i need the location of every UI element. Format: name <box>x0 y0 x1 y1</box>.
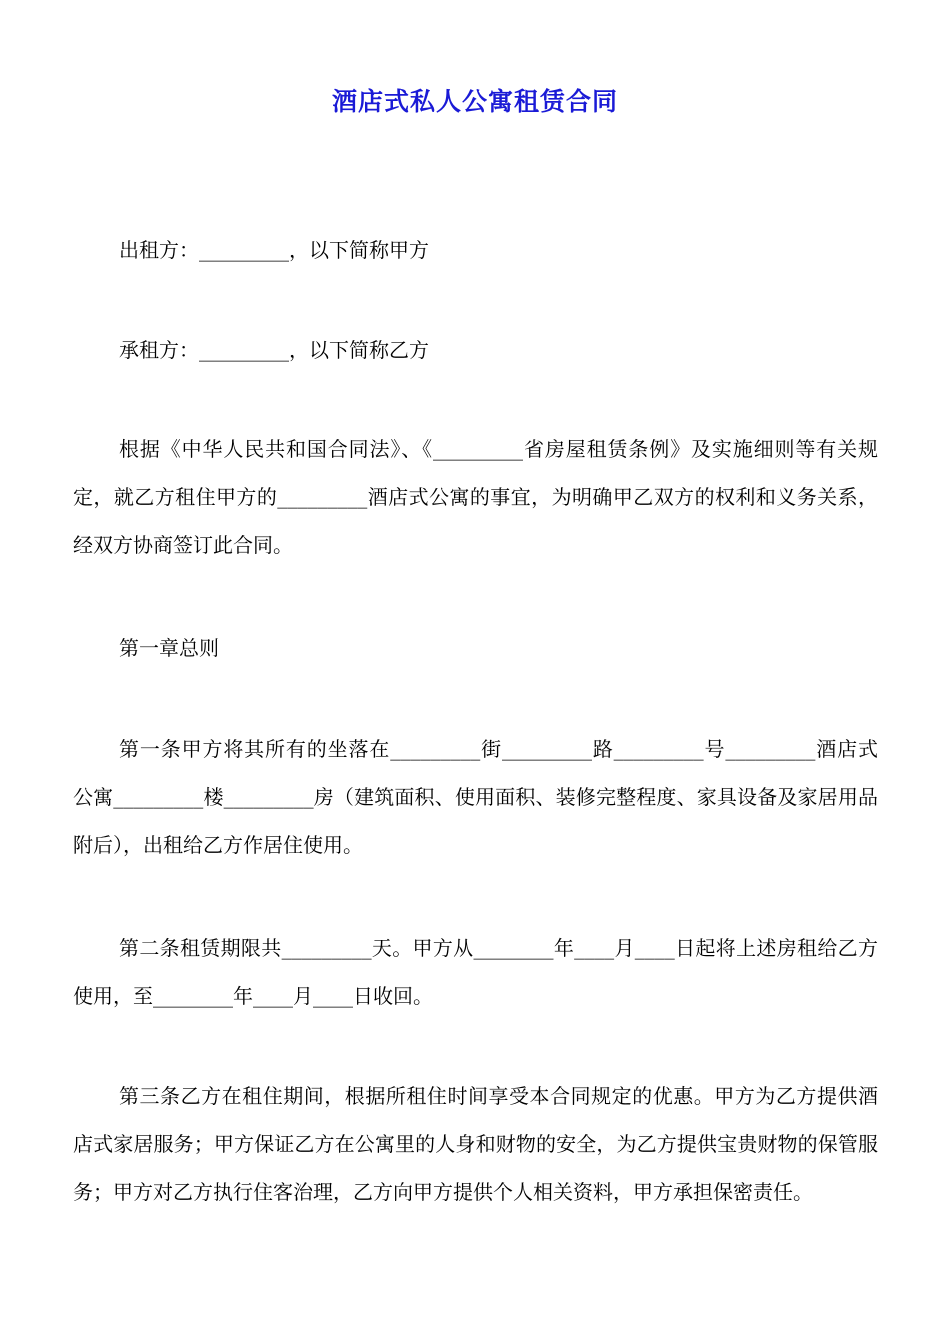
lessor-line: 出租方：_________，以下简称甲方 <box>119 238 429 262</box>
preamble-paragraph: 根据《中华人民共和国合同法》、《_________省房屋租赁条例》及实施细则等有关规定，就乙方租住甲方的_________酒店式公寓的事宜，为明确甲乙双方的权利和义务关系，经双方协商签订此合同。 <box>73 437 878 557</box>
article-2-paragraph: 第二条租赁期限共_________天。甲方从________年____月____日起将上述房租给乙方使用，至________年____月____日收回。 <box>73 936 878 1008</box>
lessee-line: 承租方：_________，以下简称乙方 <box>119 338 429 362</box>
document-title: 酒店式私人公寓租赁合同 <box>331 87 618 116</box>
article-3-paragraph: 第三条乙方在租住期间，根据所租住时间享受本合同规定的优惠。甲方为乙方提供酒店式家居服务；甲方保证乙方在公寓里的人身和财物的安全，为乙方提供宝贵财物的保管服务；甲方对乙方执行住客治理，乙方向甲方提供个人相关资料，甲方承担保密责任。 <box>73 1084 878 1204</box>
article-1-paragraph: 第一条甲方将其所有的坐落在_________街_________路_________号_________酒店式公寓_________楼_________房（建筑面积、使用面积、装修完整程度、家具设备及家居用品附后），出租给乙方作居住使用。 <box>73 737 878 857</box>
chapter-heading: 第一章总则 <box>119 636 219 660</box>
